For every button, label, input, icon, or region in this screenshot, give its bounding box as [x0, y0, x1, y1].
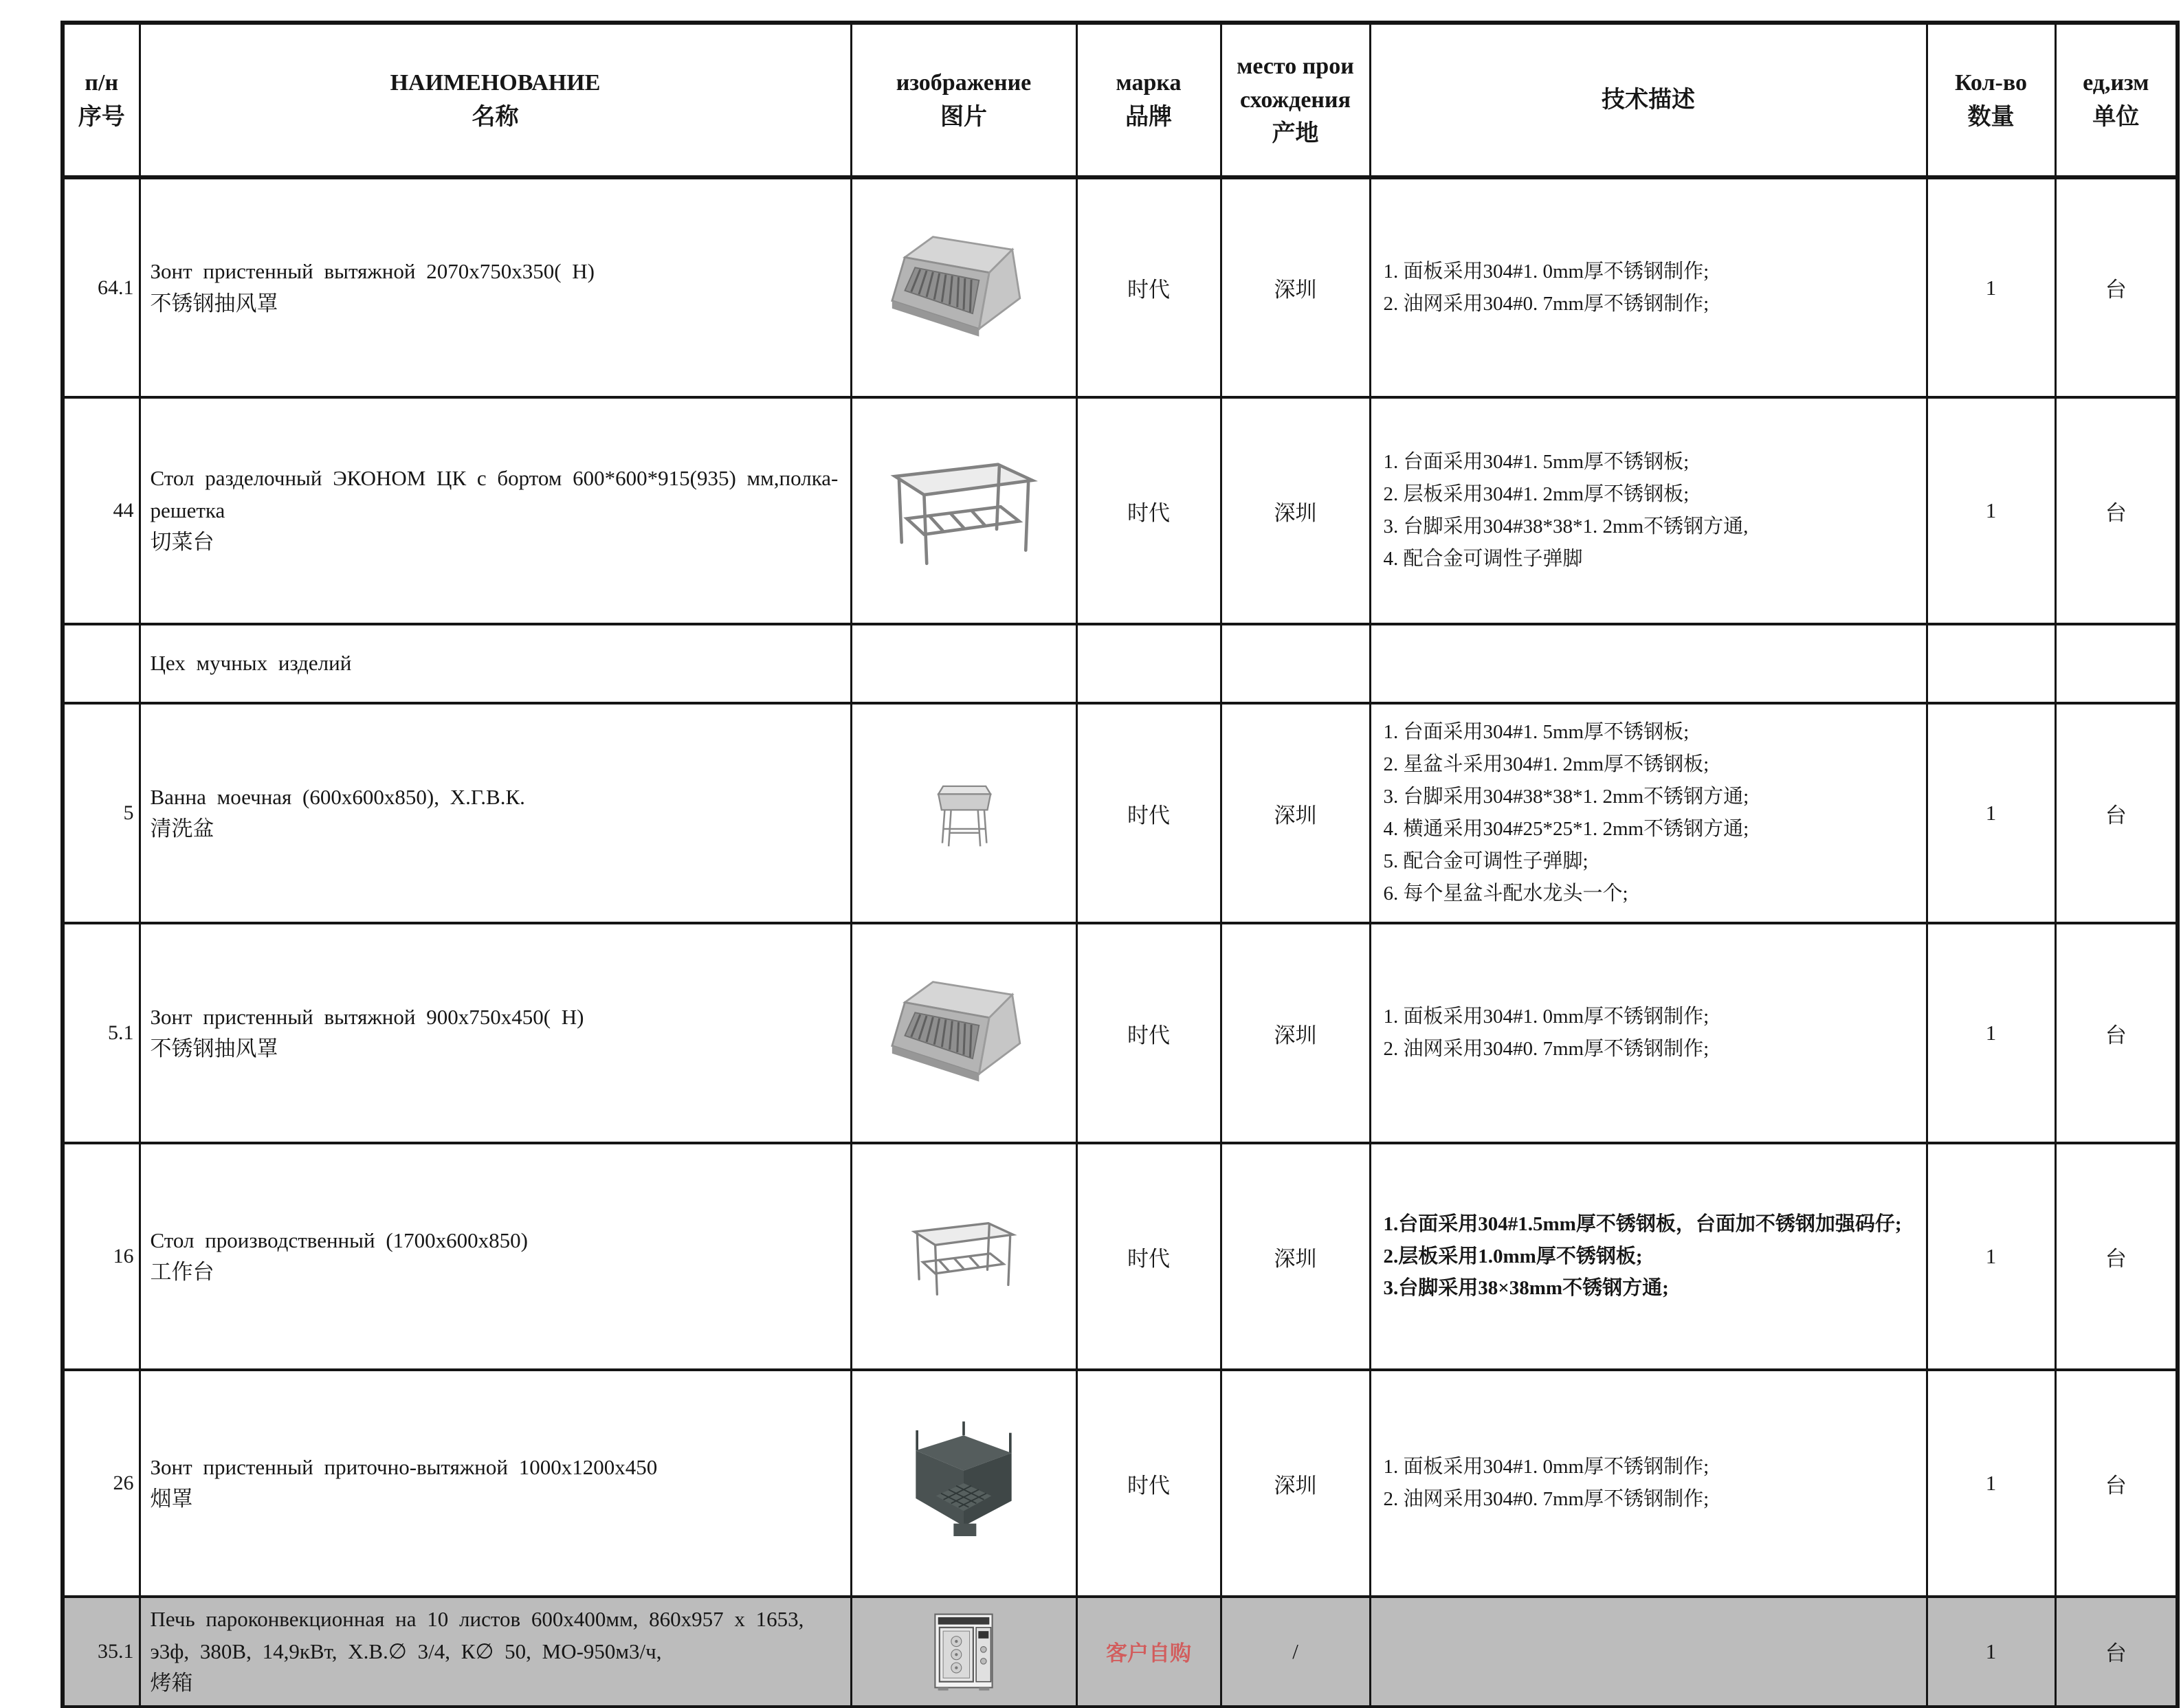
unit-value: 台 — [2105, 1023, 2127, 1047]
item-number-cell — [63, 923, 140, 1143]
tech-line: 6. 每个星盆斗配水龙头一个; — [1383, 882, 1628, 905]
tech-line: 4. 配合金可调性子弹脚 — [1383, 547, 1583, 570]
unit-cell — [2055, 703, 2178, 923]
quantity-cell — [1927, 703, 2055, 923]
origin-value: / — [1292, 1639, 1298, 1663]
tech-description-cell — [1370, 923, 1927, 1143]
header-col-qty — [1927, 23, 2055, 177]
item-name-zh: 工作台 — [150, 1260, 214, 1284]
header-unit-ru: ед,изм — [2083, 70, 2149, 96]
unit-cell — [2055, 177, 2178, 397]
item-name-ru: Ванна моечная (600x600x850), Х.Г.В.К. — [150, 784, 525, 809]
item-number: 35.1 — [98, 1639, 134, 1663]
brand-cell — [1076, 397, 1221, 624]
brand-value: 时代 — [1127, 803, 1170, 828]
header-col-unit — [2055, 23, 2178, 177]
brand-cell — [1076, 1597, 1221, 1707]
tech-line: 1. 台面采用304#1. 5mm厚不锈钢板; — [1383, 451, 1690, 474]
unit-value: 台 — [2105, 500, 2127, 525]
item-number-cell — [63, 177, 140, 397]
tech-description-cell — [1370, 1370, 1927, 1597]
quantity-value: 1 — [1985, 275, 1997, 300]
origin-cell — [1221, 1143, 1370, 1370]
header-brand-zh: 品牌 — [1125, 104, 1172, 130]
quantity-cell — [1927, 1597, 2055, 1707]
item-name-cell — [140, 1143, 851, 1370]
item-name-ru: Стол разделочный ЭКОНОМ ЦК с бортом 600*600*915(935) мм,полка-решетка — [150, 466, 839, 522]
header-qty-ru: Кол-во — [1954, 70, 2028, 96]
unit-cell — [2055, 1597, 2178, 1707]
unit-value: 台 — [2105, 1246, 2127, 1271]
item-name-ru: Зонт пристенный приточно-вытяжной 1000x1200x450 — [150, 1454, 658, 1479]
header-col-name — [140, 23, 851, 177]
tech-line: 2. 油网采用304#0. 7mm厚不锈钢制作; — [1383, 292, 1709, 315]
item-number: 26 — [113, 1472, 134, 1494]
tech-description-cell — [1370, 624, 1927, 703]
item-number-cell — [63, 703, 140, 923]
tech-line: 5. 配合金可调性子弹脚; — [1383, 850, 1588, 872]
header-col-origin — [1221, 23, 1370, 177]
unit-cell — [2055, 923, 2178, 1143]
unit-cell — [2055, 397, 2178, 624]
item-name-cell — [140, 397, 851, 624]
header-brand-ru: марка — [1116, 70, 1182, 96]
section-title-cell — [140, 624, 851, 703]
quantity-value: 1 — [1985, 1244, 1997, 1268]
header-col-brand — [1076, 23, 1221, 177]
item-row — [63, 703, 2178, 923]
cutting-table-photo — [853, 445, 1075, 577]
tech-description-cell — [1370, 397, 1927, 624]
item-row — [63, 1597, 2178, 1707]
origin-cell — [1221, 624, 1370, 703]
item-row — [63, 397, 2178, 624]
item-number-cell — [63, 1143, 140, 1370]
table-body — [63, 177, 2178, 1707]
item-row — [63, 1370, 2178, 1597]
brand-value: 时代 — [1127, 1473, 1170, 1498]
item-number-cell — [63, 1370, 140, 1597]
header-tech-zh: 技术描述 — [1602, 87, 1695, 113]
unit-cell — [2055, 624, 2178, 703]
supply-exhaust-hood-photo — [853, 1416, 1075, 1551]
brand-cell — [1076, 1143, 1221, 1370]
origin-value: 深圳 — [1274, 500, 1317, 525]
item-name-cell — [140, 1597, 851, 1707]
header-row — [63, 23, 2178, 177]
item-name-ru: Зонт пристенный вытяжной 900x750x450( Н) — [150, 1004, 584, 1029]
tech-line: 3.台脚采用38×38mm不锈钢方通; — [1383, 1277, 1669, 1300]
quantity-cell — [1927, 1370, 2055, 1597]
header-name-zh: 名称 — [472, 104, 519, 130]
origin-cell — [1221, 397, 1370, 624]
tech-line: 1. 台面采用304#1. 5mm厚不锈钢板; — [1383, 721, 1690, 744]
item-name-zh: 烟罩 — [150, 1487, 193, 1511]
origin-value: 深圳 — [1274, 278, 1317, 302]
item-name-cell — [140, 923, 851, 1143]
header-origin-zh: 产地 — [1272, 121, 1319, 147]
tech-description-cell — [1370, 1143, 1927, 1370]
origin-value: 深圳 — [1274, 1246, 1317, 1271]
item-image-cell — [851, 703, 1076, 923]
tech-line: 3. 台脚采用304#38*38*1. 2mm不锈钢方通; — [1383, 786, 1749, 808]
wall-exhaust-hood-photo — [853, 224, 1075, 352]
tech-line: 2. 油网采用304#0. 7mm厚不锈钢制作; — [1383, 1488, 1709, 1510]
tech-description-cell — [1370, 1597, 1927, 1707]
tech-line: 1. 面板采用304#1. 0mm厚不锈钢制作; — [1383, 260, 1709, 282]
quantity-value: 1 — [1985, 1021, 1997, 1045]
tech-line: 1. 面板采用304#1. 0mm厚不锈钢制作; — [1383, 1006, 1709, 1028]
origin-cell — [1221, 1370, 1370, 1597]
item-name-zh: 不锈钢抽风罩 — [150, 1036, 278, 1061]
item-number: 64.1 — [98, 276, 134, 299]
tech-description-cell — [1370, 703, 1927, 923]
origin-cell — [1221, 1597, 1370, 1707]
item-name-zh: 不锈钢抽风罩 — [150, 291, 278, 315]
header-index-zh: 序号 — [78, 104, 125, 130]
tech-line: 1. 面板采用304#1. 0mm厚不锈钢制作; — [1383, 1456, 1709, 1478]
table-header — [63, 23, 2178, 177]
item-name-zh: 烤箱 — [150, 1671, 193, 1695]
header-name-ru: НАИМЕНОВАНИЕ — [390, 70, 601, 96]
equipment-spec-table — [60, 21, 2180, 1708]
item-number: 5 — [123, 801, 134, 824]
header-origin-ru: место прои схождения — [1237, 53, 1354, 113]
brand-value: 时代 — [1127, 500, 1170, 525]
item-name-zh: 清洗盆 — [150, 817, 214, 841]
quantity-cell — [1927, 397, 2055, 624]
item-number: 5.1 — [108, 1021, 134, 1044]
origin-cell — [1221, 703, 1370, 923]
work-table-photo — [853, 1209, 1075, 1304]
wall-exhaust-hood-photo — [853, 969, 1075, 1097]
origin-cell — [1221, 177, 1370, 397]
unit-value: 台 — [2105, 278, 2127, 302]
unit-cell — [2055, 1370, 2178, 1597]
brand-value: 时代 — [1127, 278, 1170, 302]
item-name-ru: Стол производственный (1700x600x850) — [150, 1228, 528, 1252]
brand-cell — [1076, 177, 1221, 397]
header-image-zh: 图片 — [940, 104, 987, 130]
item-number: 16 — [113, 1245, 134, 1267]
origin-value: 深圳 — [1274, 1473, 1317, 1498]
header-col-image — [851, 23, 1076, 177]
washing-sink-photo — [853, 755, 1075, 871]
tech-line: 1.台面采用304#1.5mm厚不锈钢板，台面加不锈钢加强码仔; — [1383, 1212, 1902, 1235]
brand-cell — [1076, 624, 1221, 703]
quantity-cell — [1927, 177, 2055, 397]
quantity-value: 1 — [1985, 801, 1997, 825]
unit-value: 台 — [2105, 1473, 2127, 1498]
tech-line: 2. 层板采用304#1. 2mm厚不锈钢板; — [1383, 483, 1690, 506]
item-number: 44 — [113, 499, 134, 522]
quantity-cell — [1927, 1143, 2055, 1370]
origin-value: 深圳 — [1274, 1023, 1317, 1047]
header-col-tech — [1370, 23, 1927, 177]
item-name-ru: Зонт пристенный вытяжной 2070x750x350( Н) — [150, 259, 595, 283]
item-row — [63, 923, 2178, 1143]
origin-cell — [1221, 923, 1370, 1143]
quantity-value: 1 — [1985, 498, 1997, 522]
brand-value: 时代 — [1127, 1246, 1170, 1271]
quantity-value: 1 — [1985, 1639, 1997, 1663]
section-row — [63, 624, 2178, 703]
quantity-value: 1 — [1985, 1471, 1997, 1495]
tech-line: 2. 星盆斗采用304#1. 2mm厚不锈钢板; — [1383, 753, 1709, 776]
item-number-cell — [63, 397, 140, 624]
item-row — [63, 1143, 2178, 1370]
item-image-cell — [851, 1370, 1076, 1597]
item-image-cell — [851, 624, 1076, 703]
item-image-cell — [851, 1597, 1076, 1707]
header-index-ru: п/н — [85, 70, 119, 96]
unit-value: 台 — [2105, 803, 2127, 828]
quantity-cell — [1927, 624, 2055, 703]
item-row — [63, 177, 2178, 397]
item-name-cell — [140, 1370, 851, 1597]
item-image-cell — [851, 397, 1076, 624]
item-name-cell — [140, 703, 851, 923]
item-image-cell — [851, 1143, 1076, 1370]
brand-cell — [1076, 923, 1221, 1143]
header-qty-zh: 数量 — [1967, 104, 2015, 130]
header-col-index — [63, 23, 140, 177]
tech-description-cell — [1370, 177, 1927, 397]
unit-cell — [2055, 1143, 2178, 1370]
tech-line: 3. 台脚采用304#38*38*1. 2mm不锈钢方通, — [1383, 515, 1749, 537]
origin-value: 深圳 — [1274, 803, 1317, 828]
header-unit-zh: 单位 — [2092, 104, 2140, 130]
item-image-cell — [851, 177, 1076, 397]
header-image-ru: изображение — [896, 70, 1032, 96]
item-name-zh: 切菜台 — [150, 530, 214, 555]
item-name-ru: Цех мучных изделий — [150, 651, 352, 676]
tech-line: 2. 油网采用304#0. 7mm厚不锈钢制作; — [1383, 1038, 1709, 1060]
item-image-cell — [851, 923, 1076, 1143]
brand-cell — [1076, 1370, 1221, 1597]
tech-line: 4. 横通采用304#25*25*1. 2mm不锈钢方通; — [1383, 818, 1749, 840]
tech-line: 2.层板采用1.0mm厚不锈钢板; — [1383, 1245, 1643, 1267]
brand-cell — [1076, 703, 1221, 923]
item-name-ru: Печь пароконвекционная на 10 листов 600х400мм, 860х957 х 1653, э3ф, 380В, 14,9кВт, Х.В.∅ 3/4, К∅ 50, МО-950м3/ч, — [150, 1607, 804, 1663]
item-number-cell — [63, 624, 140, 703]
quantity-cell — [1927, 923, 2055, 1143]
unit-value: 台 — [2105, 1641, 2127, 1666]
brand-value: 客户自购 — [1106, 1641, 1191, 1666]
combi-steam-oven-photo — [853, 1608, 1075, 1696]
brand-value: 时代 — [1127, 1023, 1170, 1047]
item-name-cell — [140, 177, 851, 397]
item-number-cell — [63, 1597, 140, 1707]
